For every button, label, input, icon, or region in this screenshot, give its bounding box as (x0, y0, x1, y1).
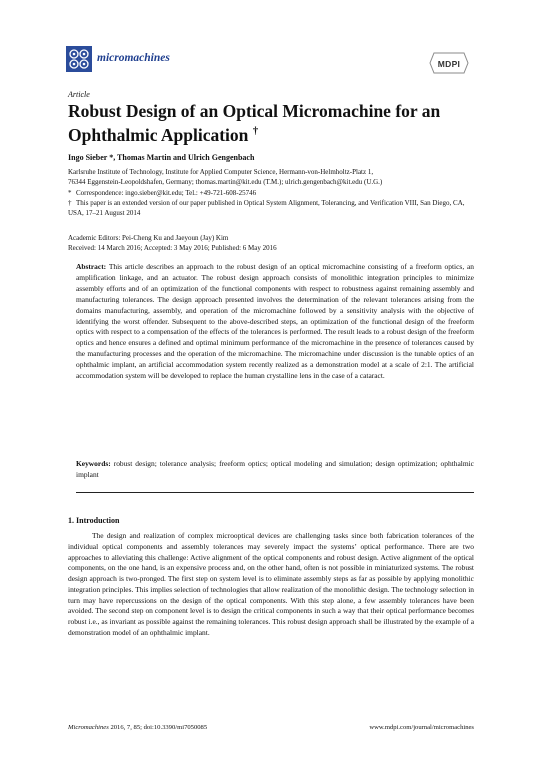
article-type: Article (68, 90, 90, 99)
section-heading-introduction: 1. Introduction (68, 516, 120, 525)
keywords-text: robust design; tolerance analysis; freeform optics; optical modeling and simulation; design optimization; ophthalmic implant (76, 459, 474, 479)
correspondence-text: Correspondence: ingo.sieber@kit.edu; Tel.: +49-721-608-25746 (76, 189, 257, 197)
academic-editors: Academic Editors: Pei-Cheng Ku and Jaeyoun (Jay) Kim (68, 234, 229, 242)
footer-citation-text: 2016, 7, 85; doi:10.3390/mi7050085 (110, 724, 208, 731)
publication-dates: Received: 14 March 2016; Accepted: 3 May 2016; Published: 6 May 2016 (68, 244, 277, 252)
editorial-info (68, 233, 277, 253)
affiliation-line-2: 76344 Eggenstein-Leopoldshafen, Germany; thomas.martin@kit.edu (T.M.); ulrich.gengenbach@kit.edu (U.G.) (68, 178, 383, 186)
micromachines-logo-icon (66, 46, 92, 72)
footer-journal: Micromachines (68, 724, 109, 731)
footer-journal-url[interactable]: www.mdpi.com/journal/micromachines (369, 724, 474, 731)
paper-title-text: Robust Design of an Optical Micromachine for an Ophthalmic Application (68, 101, 441, 145)
introduction-paragraph: The design and realization of complex microoptical devices are challenging tasks since both fabrication tolerances of the individual optical components and assembly tolerances may severely impact the systems’ optical performance. There are two approaches to alleviating this challenge: Active alignment of the optical components and robust design. Active alignment of the optical components, on the one hand, is an expensive process and, on the other hand, often is not possible in miniaturized systems. The robust design approach is two-pronged. The first step on system level is to eliminate assembly steps as far as possible by applying monolithic integration principles. This implies selection of technologies that allow realization of the monolithic design. The technology selection in turn may have repercussions on the design of the optical components. With this step alone, a few assembly tolerances have been avoided. The second step on component level is to design the critical components in such a way that their optical performance becomes robust i.e., as invariant as possible against the remaining tolerances. This robust design approach shall be illustrated by the example of a demonstration model of an ophthalmic implant. (68, 531, 474, 637)
extended-version-note (68, 198, 478, 218)
note-mark: † (68, 199, 72, 207)
mdpi-logo (428, 50, 470, 76)
affiliation (68, 167, 478, 187)
correspondence-mark: * (68, 189, 72, 197)
journal-name: micromachines (97, 52, 170, 64)
keywords-label: Keywords: (76, 459, 111, 468)
paper-title (68, 101, 478, 145)
title-footnote-mark: † (252, 125, 259, 137)
affiliation-line-1: Karlsruhe Institute of Technology, Institute for Applied Computer Science, Hermann-von-Helmholtz-Platz 1, (68, 168, 374, 176)
publisher-name: MDPI (437, 59, 461, 69)
abstract (76, 262, 474, 382)
correspondence (68, 188, 478, 198)
note-text: This paper is an extended version of our paper published in Optical System Alignment, Tolerancing, and Verification VIII, San Diego, CA, USA, 17–21 August 2014 (68, 199, 465, 217)
abstract-label: Abstract: (76, 262, 107, 271)
abstract-text: This article describes an approach to the robust design of an optical micromachine consisting of a freeform optics, an amplification linkage, and an actuator. The robust design approach consists of monolithic integration principles to minimize assembly efforts and of an optimization of the functional components with respect to robustness against remaining assembly and manufacturing tolerances. The design approach presented involves the determination of the relevant tolerances arising from the domains manufacturing, assembly, and operation of the micromachine followed by a sensitivity analysis with the objective of identifying the worst offender. Subsequent to the above-described steps, an optimization of the functional design of the freeform optics with respect to a compensation of the effects of the tolerances is performed. The result leads to a robust design of the freeform optics and hence ensures a defined and optimal minimum performance of the micromachine in the presence of tolerances caused by the manufacturing processes and the operation of the micromachine. The micromachine under discussion is the tunable optics of an ophthalmic implant, an artificial accommodation system recently realized as a demonstration model at a scale of 2:1. The artificial accommodation system will be developed to replace the human crystalline lens in the case of a cataract. (76, 262, 474, 381)
keywords (76, 459, 474, 481)
section-divider (76, 492, 474, 493)
author-list: Ingo Sieber *, Thomas Martin and Ulrich Gengenbach (68, 153, 255, 162)
footer-citation (68, 724, 207, 731)
